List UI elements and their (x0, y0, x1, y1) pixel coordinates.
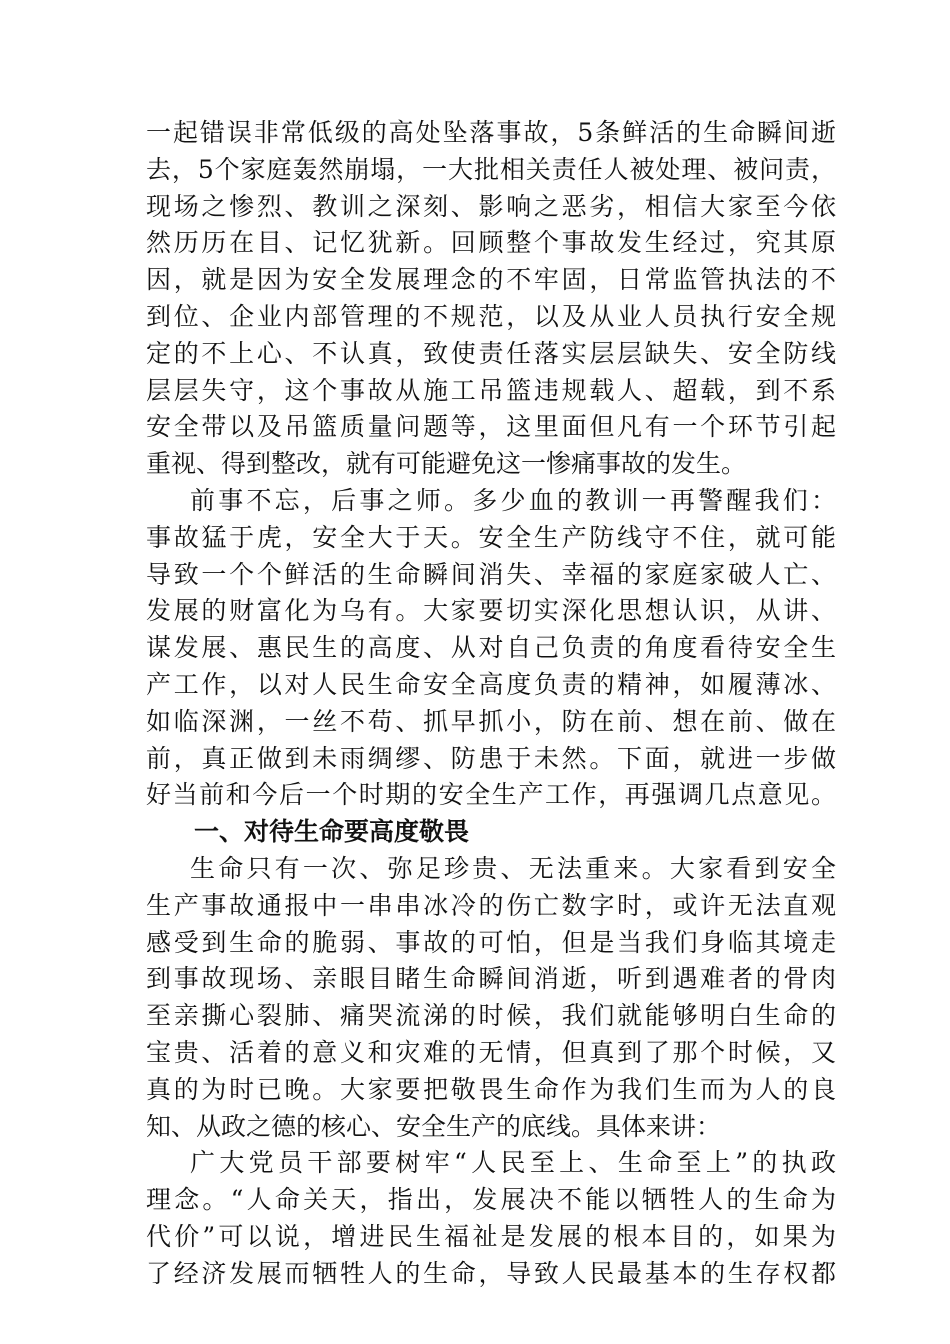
body-text (146, 115, 836, 1293)
text-line: 发展的财富化为乌有。大家要切实深化思想认识，从讲、 (146, 596, 836, 626)
text-line: 真的为时已晚。大家要把敬畏生命作为我们生而为人的良 (146, 1074, 836, 1104)
text-line: 到事故现场、亲眼目睹生命瞬间消逝，听到遇难者的骨肉 (146, 964, 836, 994)
text-line: 感受到生命的脆弱、事故的可怕，但是当我们身临其境走 (146, 927, 836, 957)
text-line: 理念。“人命关天，指出，发展决不能以牺牲人的生命为 (146, 1185, 836, 1215)
text-line: 因，就是因为安全发展理念的不牢固，日常监管执法的不 (146, 265, 836, 295)
section-heading: 一、对待生命要高度敬畏 (194, 817, 470, 847)
paragraph-1 (146, 115, 836, 483)
text-line: 产工作，以对人民生命安全高度负责的精神，如履薄冰、 (146, 669, 836, 699)
text-line: 至亲撕心裂肺、痛哭流涕的时候，我们就能够明白生命的 (146, 1001, 836, 1031)
paragraph-2 (146, 483, 836, 814)
text-line: 到位、企业内部管理的不规范，以及从业人员执行安全规 (146, 301, 836, 331)
text-line: 如临深渊，一丝不苟、抓早抓小，防在前、想在前、做在 (146, 706, 836, 736)
text-line: 前，真正做到未雨绸缪、防患于未然。下面，就进一步做 (146, 743, 836, 773)
text-line: 宝贵、活着的意义和灾难的无情，但真到了那个时候，又 (146, 1037, 836, 1067)
text-line: 事故猛于虎，安全大于天。安全生产防线守不住，就可能 (146, 522, 836, 552)
text-line: 定的不上心、不认真，致使责任落实层层缺失、安全防线 (146, 338, 836, 368)
text-line: 好当前和今后一个时期的安全生产工作，再强调几点意见。 (146, 780, 836, 810)
text-line: 然历历在目、记忆犹新。回顾整个事故发生经过，究其原 (146, 228, 836, 258)
text-line: 重视、得到整改，就有可能避免这一惨痛事故的发生。 (146, 449, 747, 479)
text-line: 生产事故通报中一串串冰冷的伤亡数字时，或许无法直观 (146, 890, 836, 920)
text-line: 谋发展、惠民生的高度、从对自己负责的角度看待安全生 (146, 633, 836, 663)
paragraph-3 (146, 851, 836, 1145)
text-line: 生命只有一次、弥足珍贵、无法重来。大家看到安全 (190, 853, 836, 883)
text-line: 去，5个家庭轰然崩塌，一大批相关责任人被处理、被问责， (146, 154, 836, 184)
text-line: 安全带以及吊篮质量问题等，这里面但凡有一个环节引起 (146, 412, 836, 442)
paragraph-4 (146, 1145, 836, 1292)
text-line: 广大党员干部要树牢“人民至上、生命至上”的执政 (190, 1148, 836, 1178)
text-line: 层层失守，这个事故从施工吊篮违规载人、超载，到不系 (146, 375, 836, 405)
text-line: 现场之惨烈、教训之深刻、影响之恶劣，相信大家至今依 (146, 191, 836, 221)
text-line: 知、从政之德的核心、安全生产的底线。具体来讲： (146, 1111, 722, 1141)
text-line: 代价”可以说，增进民生福祉是发展的根本目的，如果为 (146, 1221, 836, 1251)
text-line: 前事不忘，后事之师。多少血的教训一再警醒我们： (190, 485, 836, 515)
text-line: 了经济发展而牺牲人的生命，导致人民最基本的生存权都 (146, 1258, 836, 1288)
text-line: 一起错误非常低级的高处坠落事故，5条鲜活的生命瞬间逝 (146, 118, 836, 147)
text-line: 导致一个个鲜活的生命瞬间消失、幸福的家庭家破人亡、 (146, 559, 836, 589)
